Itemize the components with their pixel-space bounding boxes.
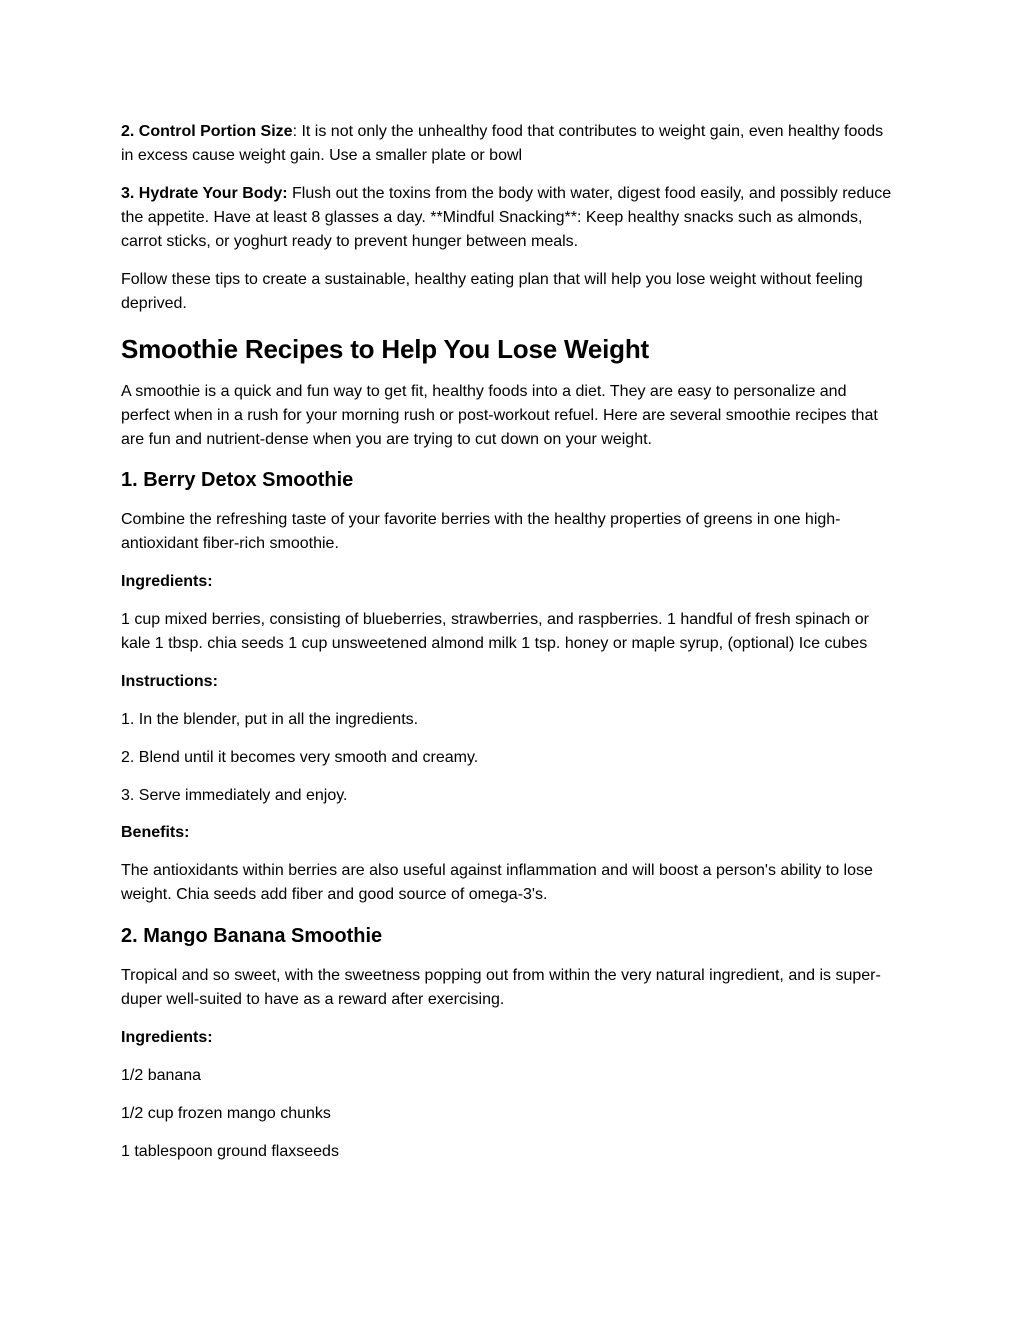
- ingredient-item: 1/2 cup frozen mango chunks: [121, 1105, 331, 1122]
- tip-title: 2. Control Portion Size: [121, 123, 293, 140]
- benefits-text: The antioxidants within berries are also useful against inflammation and will boost a person's ability to lose weight. Chia seeds add fiber and good source of omega-3's.: [121, 862, 873, 903]
- instructions-label: Instructions:: [121, 673, 218, 690]
- section-heading: Smoothie Recipes to Help You Lose Weight: [121, 334, 649, 364]
- closing-paragraph: Follow these tips to create a sustainable, healthy eating plan that will help you lose weight without feeling deprived.: [121, 271, 863, 312]
- benefits-label: Benefits:: [121, 824, 190, 841]
- tip-text: Flush out the toxins from the body with water, digest food easily, and possibly reduce the appetite. Have at least 8 glasses a day. **Mindful Snacking**: Keep healthy snacks such as almonds, carrot sticks, or yoghurt ready to prevent hunger between meals.: [121, 185, 892, 250]
- instruction-step: 1. In the blender, put in all the ingredients.: [121, 711, 419, 728]
- ingredients-text: 1 cup mixed berries, consisting of blueberries, strawberries, and raspberries. 1 handful of fresh spinach or kale 1 tbsp. chia seeds 1 cup unsweetened almond milk 1 tsp. honey or maple syrup, (optional) Ice cubes: [121, 611, 869, 652]
- tip-hydrate: [121, 182, 896, 254]
- tip-text: : It is not only the unhealthy food that contributes to weight gain, even healthy foods in excess cause weight gain. Use a smaller plate or bowl: [121, 123, 884, 164]
- ingredient-item: 1/2 banana: [121, 1067, 202, 1084]
- recipe-description: Tropical and so sweet, with the sweetness popping out from within the very natural ingredient, and is super-duper well-suited to have as a reward after exercising.: [121, 967, 881, 1008]
- recipe-heading: 2. Mango Banana Smoothie: [121, 925, 383, 947]
- tip-title: 3. Hydrate Your Body:: [121, 185, 288, 202]
- instruction-step: 2. Blend until it becomes very smooth and creamy.: [121, 749, 479, 766]
- tip-control-portion: [121, 120, 896, 168]
- recipe-description: Combine the refreshing taste of your favorite berries with the healthy properties of greens in one high-antioxidant fiber-rich smoothie.: [121, 511, 841, 552]
- ingredients-label: Ingredients:: [121, 573, 213, 590]
- instruction-step: 3. Serve immediately and enjoy.: [121, 787, 348, 804]
- ingredients-label: Ingredients:: [121, 1029, 213, 1046]
- ingredient-item: 1 tablespoon ground flaxseeds: [121, 1143, 339, 1160]
- recipe-heading: 1. Berry Detox Smoothie: [121, 469, 354, 491]
- section-intro: A smoothie is a quick and fun way to get fit, healthy foods into a diet. They are easy to personalize and perfect when in a rush for your morning rush or post-workout refuel. Here are several smoothie recipes that are fun and nutrient-dense when you are trying to cut down on your weight.: [121, 383, 878, 448]
